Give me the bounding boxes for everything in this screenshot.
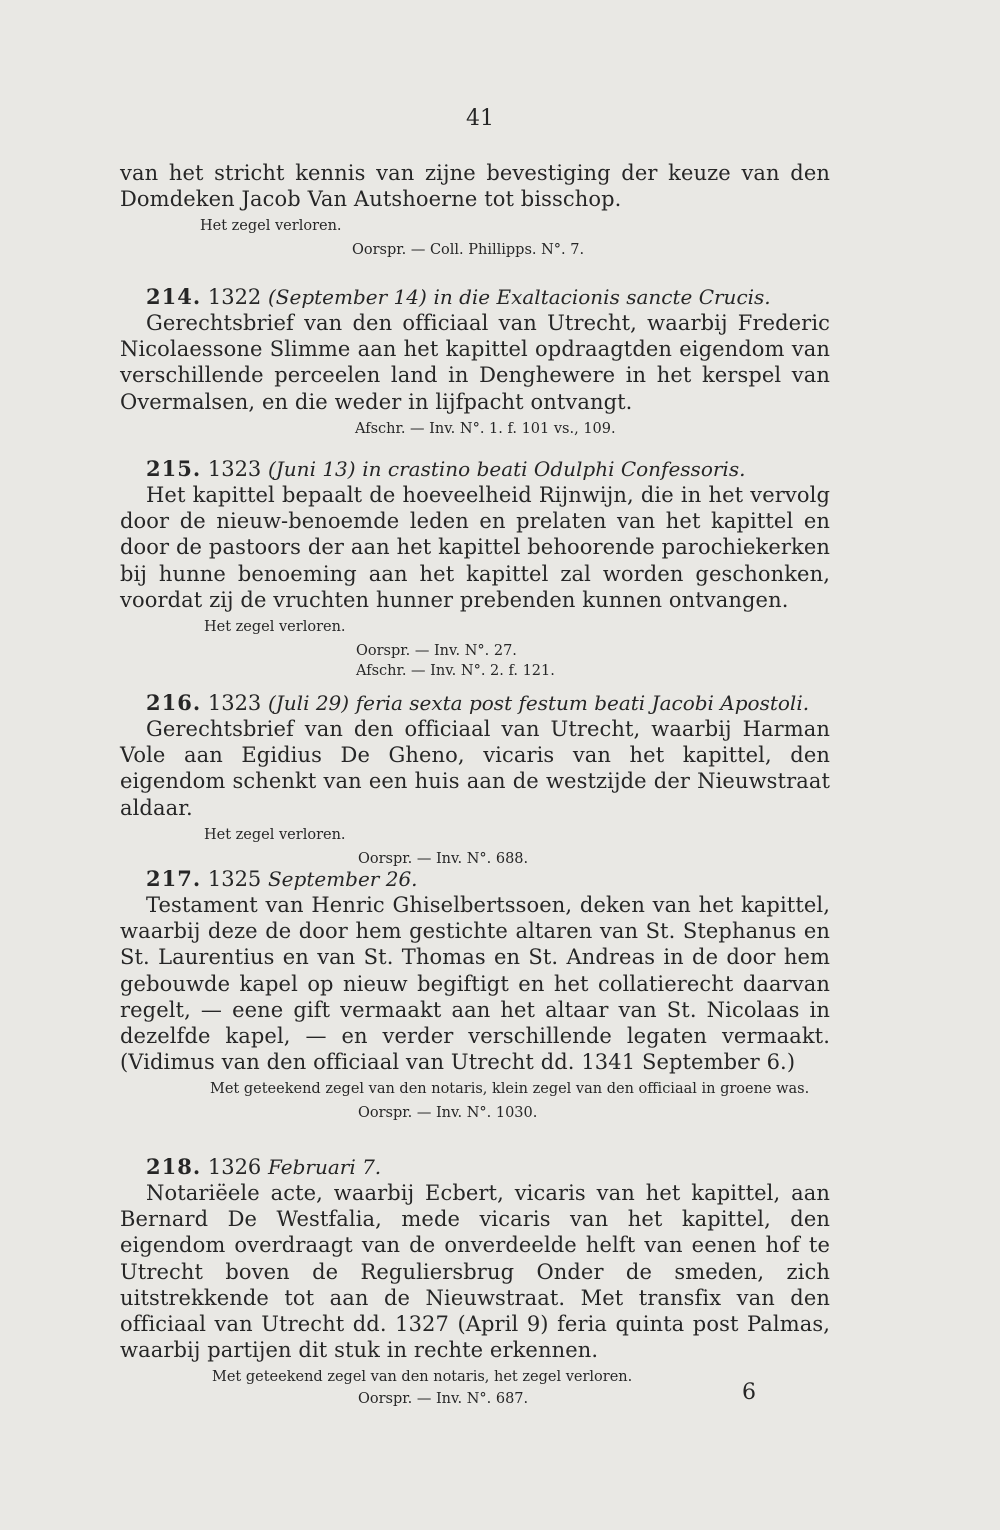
entry-number: 216. <box>146 690 202 715</box>
entry-heading <box>120 456 830 482</box>
intro-text: van het stricht kennis van zijne bevestiging der keuze van den Domdeken Jacob Van Autshoerne tot bisschop. <box>120 161 830 212</box>
entry-number: 215. <box>146 456 202 481</box>
entry-date-note: Februari 7. <box>267 1155 382 1179</box>
entry-heading <box>120 1154 830 1180</box>
entry-source: Oorspr. — Inv. N°. 27. <box>356 643 517 660</box>
signature-mark: 6 <box>742 1380 756 1405</box>
entry-214 <box>120 284 830 439</box>
entry-text: Gerechtsbrief van den officiaal van Utrecht, waarbij Frederic Nicolaessone Slimme aan het kapittel opdraagtden eigendom van verschillende perceelen land in Denghewere in het kerspel van Overmalsen, en die weder in lijfpacht ontvangt. <box>120 311 830 414</box>
entry-text: Gerechtsbrief van den officiaal van Utrecht, waarbij Harman Vole aan Egidius De Gheno, vicaris van het kapittel, den eigendom schenkt van een huis aan de westzijde der Nieuwstraat aldaar. <box>120 717 830 820</box>
entry-heading <box>120 866 830 892</box>
entry-source: Oorspr. — Inv. N°. 1030. <box>358 1105 538 1122</box>
entry-date-note: September 26. <box>267 867 418 891</box>
entry-216 <box>120 690 830 869</box>
entry-text: Notariëele acte, waarbij Ecbert, vicaris van het kapittel, aan Bernard De Westfalia, mede vicaris van het kapittel, den eigendom overdraagt van de onverdeelde helft van eenen hof te Utrecht boven de Reguliersbrug Onder de smeden, zich uitstrekkende tot aan de Nieuwstraat. Met transfix van den officiaal van Utrecht dd. 1327 (April 9) feria quinta post Palmas, waarbij partijen dit stuk in rechte erkennen. <box>120 1181 830 1363</box>
entry-number: 217. <box>146 866 202 891</box>
entry-source: Oorspr. — Inv. N°. 688. <box>358 850 529 867</box>
intro-block <box>120 160 830 260</box>
entry-latin: feria sexta post festum beati Jacobi Apostoli. <box>355 691 810 715</box>
entry-number: 214. <box>146 284 202 309</box>
entry-note: Het zegel verloren. <box>204 619 346 636</box>
entry-date-note: (Juli 29) <box>267 691 350 715</box>
intro-source: Oorspr. — Coll. Phillipps. N°. 7. <box>352 242 585 259</box>
intro-note: Het zegel verloren. <box>200 218 342 235</box>
entry-217 <box>120 866 830 1123</box>
entry-note: Het zegel verloren. <box>204 826 346 843</box>
entry-heading <box>120 284 830 310</box>
page-number: 41 <box>466 106 494 131</box>
entry-date: 1326 <box>207 1155 262 1179</box>
entry-note: Met geteekend zegel van den notaris, klein zegel van den officiaal in groene was. <box>210 1081 810 1098</box>
entry-latin: in die Exaltacionis sancte Crucis. <box>433 285 771 309</box>
entry-source: Oorspr. — Inv. N°. 687. <box>358 1391 529 1408</box>
entry-date-note: (September 14) <box>267 285 427 309</box>
entry-heading <box>120 690 830 716</box>
entry-source: Afschr. — Inv. N°. 2. f. 121. <box>356 663 555 680</box>
entry-date: 1323 <box>207 457 262 481</box>
entry-number: 218. <box>146 1154 202 1179</box>
entry-text: Testament van Henric Ghiselbertssoen, deken van het kapittel, waarbij deze de door hem gestichte altaren van St. Stephanus en St. Laurentius en van St. Thomas en St. Andreas in de door hem gebouwde kapel op nieuw begiftigt en het collatierecht daarvan regelt, — eene gift vermaakt aan het altaar van St. Nicolaas in dezelfde kapel, — en verder verschillende legaten vermaakt. (Vidimus van den officiaal van Utrecht dd. 1341 September 6.) <box>120 893 830 1075</box>
entry-source: Afschr. — Inv. N°. 1. f. 101 vs., 109. <box>355 420 616 437</box>
entry-date: 1322 <box>207 285 262 309</box>
entry-note: Met geteekend zegel van den notaris, het zegel verloren. <box>212 1369 633 1386</box>
entry-215 <box>120 456 830 681</box>
entry-date: 1323 <box>207 691 262 715</box>
entry-218 <box>120 1154 830 1409</box>
entry-date-note: (Juni 13) <box>267 457 356 481</box>
entry-latin: in crastino beati Odulphi Confessoris. <box>362 457 746 481</box>
entry-date: 1325 <box>207 867 262 891</box>
entry-text: Het kapittel bepaalt de hoeveelheid Rijnwijn, die in het vervolg door de nieuw-benoemde leden en prelaten van het kapittel en door de pastoors der aan het kapittel behoorende parochiekerken bij hunne benoeming aan het kapittel zal worden geschonken, voordat zij de vruchten hunner prebenden kunnen ontvangen. <box>120 483 830 612</box>
